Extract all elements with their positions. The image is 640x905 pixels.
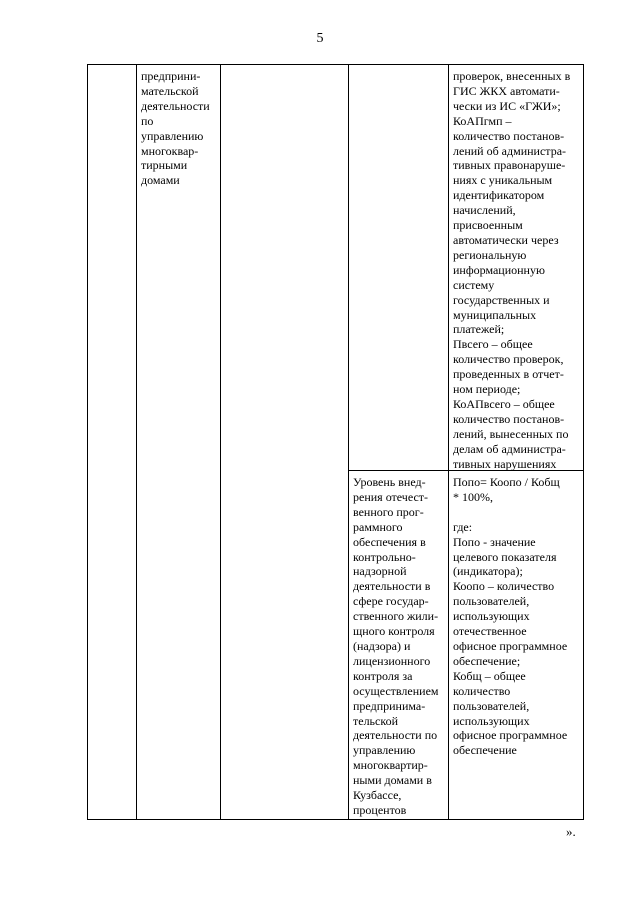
column-divider-1 — [136, 64, 137, 820]
table-border-bottom — [87, 819, 584, 820]
table-cell-indicator-formula: Попо= Коопо / Кобщ * 100%, где: Попо - значение целевого показателя (индикатора); Коопо – количество пользователей, использующих отечественное офисное программное обеспечение; Кобщ – общее количество пользователей, использующих офисное программное обеспечение — [453, 475, 568, 758]
column-divider-3 — [348, 64, 349, 820]
table-border-left — [87, 64, 88, 820]
table-border-top — [87, 64, 584, 65]
document-table — [87, 64, 584, 820]
closing-quote: ». — [566, 824, 576, 839]
table-cell-activity-description: предприни- мательской деятельности по управлению многоквар- тирными домами — [141, 69, 210, 188]
page-number: 5 — [316, 31, 324, 46]
table-cell-formula-continuation: проверок, внесенных в ГИС ЖКХ автомати- чески из ИС «ГЖИ»; КоАПгмп – количество постанов- лений об администра- тивных правонаруше- ниях с уникальным идентификатором начислений, присвоенным автоматически через региональную информационную систему государственных и муниципальных платежей; Пвсего – общее количество проверок, проведенных в отчет- ном периоде; КоАПвсего – общее количество постанов- лений, вынесенных по делам об администра- тивных нарушениях — [453, 69, 571, 471]
column-divider-2 — [220, 64, 221, 820]
table-border-right — [583, 64, 584, 820]
column-divider-4 — [448, 64, 449, 820]
table-cell-indicator-name: Уровень внед- рения отечест- венного прог- раммного обеспечения в контрольно- надзорной деятельности в сфере государ- ственного жили- щного контроля (надзора) и лицензионного контроля за осуществлением предпринима- тельской деятельности по управлению многоквартир- ными домами в Кузбассе, процентов — [353, 475, 439, 817]
